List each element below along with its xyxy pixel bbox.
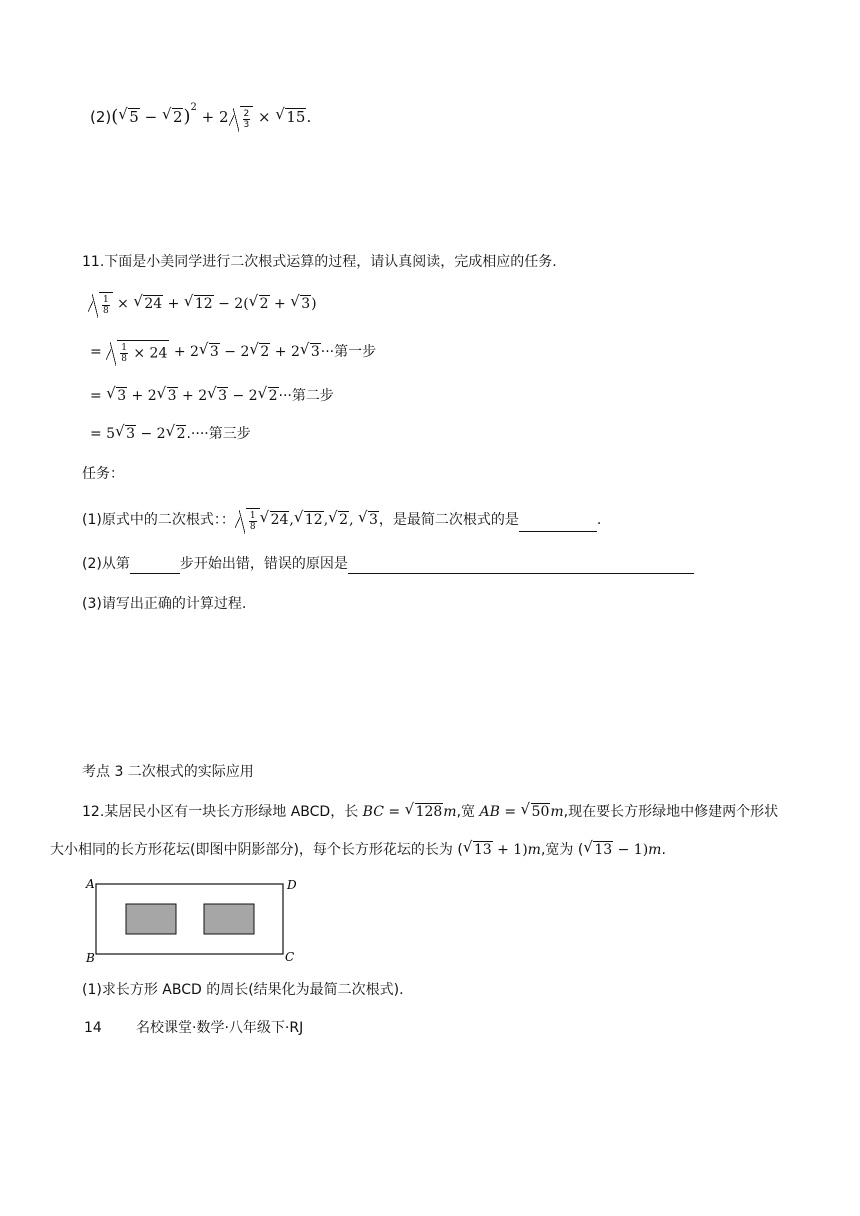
book-title: 名校课堂·数学·八年级下·RJ: [136, 1020, 304, 1036]
label-d: D: [287, 878, 297, 892]
task-1: (1)原式中的二次根式：： $\frac{1}{8}$ √ 24,√ 12,√ 2, √ 3，是最简二次根式的是 .: [82, 508, 601, 532]
task-label: 任务：: [82, 466, 124, 482]
answer-blank-1[interactable]: [519, 531, 597, 532]
flower-bed-left: [126, 904, 176, 934]
page-number: 14: [84, 1020, 102, 1036]
q11-expression-line: $\frac{1}{8}$ × √ 24 + √ 12 − 2(√ 2 + √ 3): [88, 292, 317, 316]
question-12-line-2: 大小相同的长方形花坛(即图中阴影部分)，每个长方形花坛的长为 (√ 13 + 1)m,宽为 (√ 13 − 1)m.: [50, 840, 666, 860]
task-2: (2)从第 步开始出错，错误的原因是: [82, 554, 694, 574]
task-3: (3)请写出正确的计算过程.: [82, 596, 247, 612]
question-12-line-1: 12.某居民小区有一块长方形绿地 ABCD，长 BC = √ 128m,宽 AB = √ 50m,现在要长方形绿地中修建两个形状: [82, 802, 778, 822]
answer-blank-step[interactable]: [130, 573, 180, 574]
question-11-title: 11.下面是小美同学进行二次根式运算的过程，请认真阅读，完成相应的任务.: [82, 254, 557, 270]
label-b: B: [86, 951, 95, 965]
outer-rectangle: [96, 884, 283, 954]
q11-step-1: = $\frac{1}{8}$ × 24 + 2√ 3 − 2√ 2 + 2√ 3···第一步: [90, 340, 376, 364]
flower-bed-right: [204, 904, 254, 934]
rectangle-abcd-figure: [84, 876, 324, 968]
q11-step-3: = 5√ 3 − 2√ 2.····第三步: [90, 424, 251, 444]
label-a: A: [86, 877, 95, 891]
problem-10-2: (2)(√ 5 − √ 2)$^2$ + 2 $\frac{2}{3}$ × √ 15.: [90, 104, 311, 130]
label-c: C: [285, 950, 295, 964]
question-12-part-1: (1)求长方形 ABCD 的周长(结果化为最简二次根式).: [82, 982, 404, 998]
section-3-title: 考点 3 二次根式的实际应用: [82, 764, 254, 780]
q11-step-2: = √ 3 + 2√ 3 + 2√ 3 − 2√ 2···第二步: [90, 386, 334, 406]
answer-blank-reason[interactable]: [348, 573, 694, 574]
